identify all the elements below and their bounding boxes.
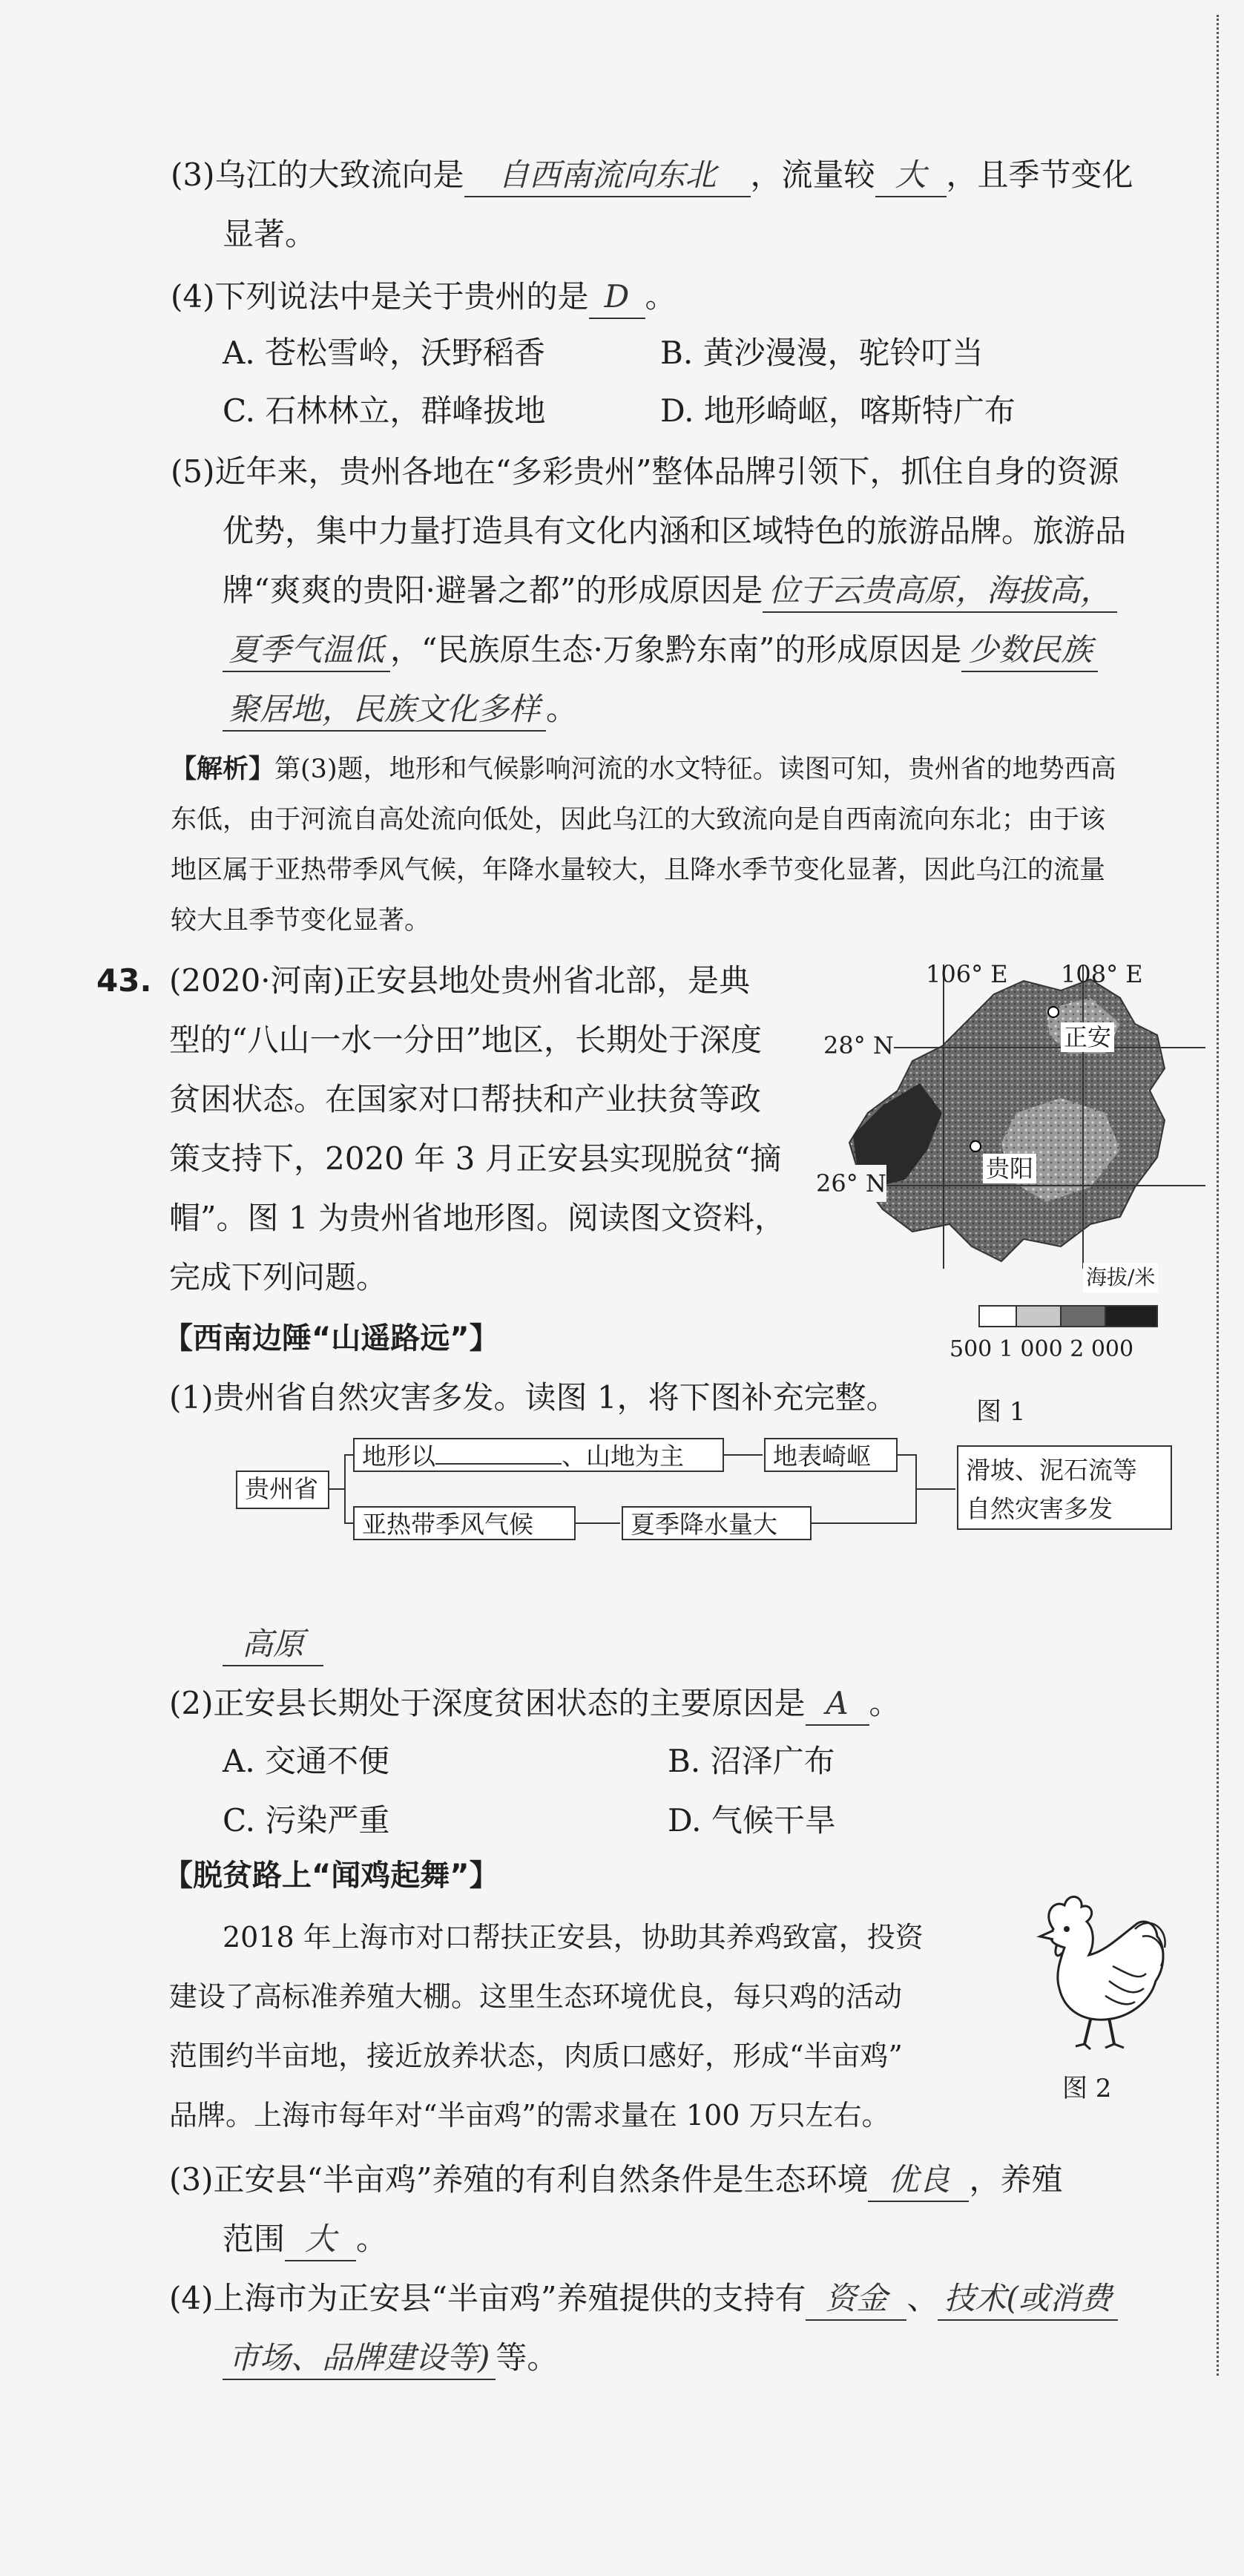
- analysis-line1: 【解析】第(3)题，地形和气候影响河流的水文特征。读图可知，贵州省的地势西高: [171, 755, 1116, 784]
- flow-connector: [329, 1488, 344, 1490]
- flow-box-rugged-surface: 地表崎岖: [764, 1438, 898, 1472]
- flow-connector: [344, 1454, 353, 1456]
- longitude-label-106: 106° E: [926, 960, 1008, 988]
- figure-1-caption: 图 1: [976, 1397, 1026, 1427]
- q43-3-line1: (3)正安县“半亩鸡”养殖的有利自然条件是生态环境 优良 ，养殖: [169, 2159, 1062, 2202]
- flow-box-summer-rain: 夏季降水量大: [622, 1506, 812, 1540]
- figure-2-caption: 图 2: [1062, 2074, 1112, 2103]
- passage-line1: 2018 年上海市对口帮扶正安县，协助其养鸡致富，投资: [223, 1921, 924, 1954]
- q43-line6: 完成下列问题。: [169, 1259, 388, 1295]
- q42-5-line1: (5)近年来，贵州各地在“多彩贵州”整体品牌引领下，抓住自身的资源: [171, 453, 1119, 490]
- option-b: B. 黄沙漫漫，驼铃叮当: [660, 335, 984, 371]
- analysis-line3: 地区属于亚热带季风气候，年降水量较大，且降水季节变化显著，因此乌江的流量: [171, 855, 1106, 885]
- q43-line2: 型的“八山一水一分田”地区，长期处于深度: [169, 1022, 762, 1058]
- option-c: C. 污染严重: [223, 1802, 390, 1839]
- flow-blank: [435, 1463, 562, 1465]
- option-b: B. 沼泽广布: [668, 1743, 835, 1779]
- q43-3-line2: 范围 大 。: [223, 2218, 387, 2261]
- answer-blank: 聚居地，民族文化多样: [223, 689, 546, 732]
- answer-blank: 自西南流向东北: [464, 154, 751, 197]
- q43-2-question: (2)正安县长期处于深度贫困状态的主要原因是 A 。: [169, 1683, 901, 1726]
- answer-blank: 少数民族: [961, 629, 1098, 672]
- option-a: A. 苍松雪岭，沃野稻香: [223, 335, 546, 371]
- option-d: D. 气候干旱: [668, 1802, 836, 1839]
- question-number: 43.: [96, 962, 152, 999]
- flow-connector: [344, 1454, 346, 1524]
- analysis-line4: 较大且季节变化显著。: [171, 906, 431, 936]
- passage-line3: 范围约半亩地，接近放养状态，肉质口感好，形成“半亩鸡”: [169, 2040, 903, 2072]
- section-heading-1: 【西南边陲“山遥路远”】: [163, 1321, 499, 1356]
- answer-blank: D: [589, 276, 645, 319]
- q42-3-line2: 显著。: [223, 216, 317, 252]
- q43-1-text: (1)贵州省自然灾害多发。读图 1，将下图补充完整。: [169, 1379, 898, 1416]
- q42-4-question: (4)下列说法中是关于贵州的是 D 。: [171, 276, 677, 319]
- flow-root-guizhou: 贵州省: [236, 1471, 329, 1509]
- flow-connector: [812, 1522, 915, 1524]
- passage-line2: 建设了高标准养殖大棚。这里生态环境优良，每只鸡的活动: [169, 1980, 903, 2013]
- longitude-label-108: 108° E: [1061, 960, 1143, 988]
- section-heading-2: 【脱贫路上“闻鸡起舞”】: [163, 1859, 499, 1893]
- q43-line3: 贫困状态。在国家对口帮扶和产业扶贫等政: [169, 1081, 762, 1117]
- option-d: D. 地形崎岖，喀斯特广布: [660, 392, 1016, 429]
- q43-line4: 策支持下，2020 年 3 月正安县实现脱贫“摘: [169, 1140, 782, 1177]
- flow-box-climate: 亚热带季风气候: [353, 1506, 576, 1540]
- q43-1-answer: 高原: [223, 1623, 323, 1666]
- analysis-tag: 【解析】: [171, 755, 275, 784]
- answer-blank: 大: [285, 2218, 356, 2261]
- flow-box-terrain: 地形以 、山地为主: [353, 1438, 724, 1472]
- q42-5-line2: 优势，集中力量打造具有文化内涵和区域特色的旅游品牌。旅游品: [223, 513, 1127, 549]
- flow-connector: [898, 1454, 915, 1456]
- analysis-line2: 东低，由于河流自高处流向低处，因此乌江的大致流向是自西南流向东北；由于该: [171, 805, 1106, 835]
- q43-line1: (2020·河南)正安县地处贵州省北部，是典: [169, 962, 751, 999]
- q43-line5: 帽”。图 1 为贵州省地形图。阅读图文资料，: [169, 1200, 786, 1236]
- answer-blank: 夏季气温低: [223, 629, 390, 672]
- q43-4-line1: (4)上海市为正安县“半亩鸡”养殖提供的支持有 资金 、 技术(或消费: [169, 2278, 1118, 2321]
- q42-5-line4: 夏季气温低 ，“民族原生态·万象黔东南”的形成原因是 少数民族: [223, 629, 1098, 672]
- answer-blank: A: [806, 1683, 869, 1726]
- q42-5-line3: 牌“爽爽的贵阳·避暑之都”的形成原因是 位于云贵高原，海拔高，: [223, 570, 1117, 613]
- answer-blank: 优良: [868, 2159, 969, 2202]
- flow-result-disasters: 滑坡、泥石流等 自然灾害多发: [957, 1445, 1172, 1530]
- answer-blank: 市场、品牌建设等): [223, 2337, 496, 2380]
- answer-blank: 大: [875, 154, 947, 197]
- flow-arrow: [724, 1454, 763, 1456]
- legend-title: 海拔/米: [1083, 1263, 1158, 1292]
- option-c: C. 石林林立，群峰拔地: [223, 392, 546, 429]
- city-label-guiyang: 贵阳: [983, 1154, 1036, 1183]
- answer-blank: 技术(或消费: [938, 2278, 1117, 2321]
- page-edge-dotted-line: [1217, 15, 1219, 2376]
- flow-arrow: [576, 1522, 620, 1524]
- flow-arrow: [915, 1488, 955, 1490]
- passage-line4: 品牌。上海市每年对“半亩鸡”的需求量在 100 万只左右。: [169, 2099, 890, 2132]
- legend-scale: 500 1 000 2 000: [950, 1336, 1134, 1362]
- answer-blank: 资金: [806, 2278, 906, 2321]
- q42-3-line1: (3)乌江的大致流向是 自西南流向东北 ，流量较 大 ，且季节变化: [171, 154, 1133, 197]
- latitude-label-26: 26° N: [816, 1165, 886, 1202]
- latitude-label-28: 28° N: [823, 1027, 894, 1064]
- city-label-zhengan: 正安: [1061, 1022, 1114, 1052]
- guizhou-terrain-map: [816, 960, 1209, 1380]
- flow-connector: [344, 1522, 353, 1524]
- q42-5-line5: 聚居地，民族文化多样 。: [223, 689, 577, 732]
- q43-4-line2: 市场、品牌建设等) 等。: [223, 2337, 558, 2380]
- chicken-illustration: [1024, 1885, 1172, 2055]
- option-a: A. 交通不便: [223, 1743, 390, 1779]
- answer-blank: 位于云贵高原，海拔高，: [763, 570, 1117, 613]
